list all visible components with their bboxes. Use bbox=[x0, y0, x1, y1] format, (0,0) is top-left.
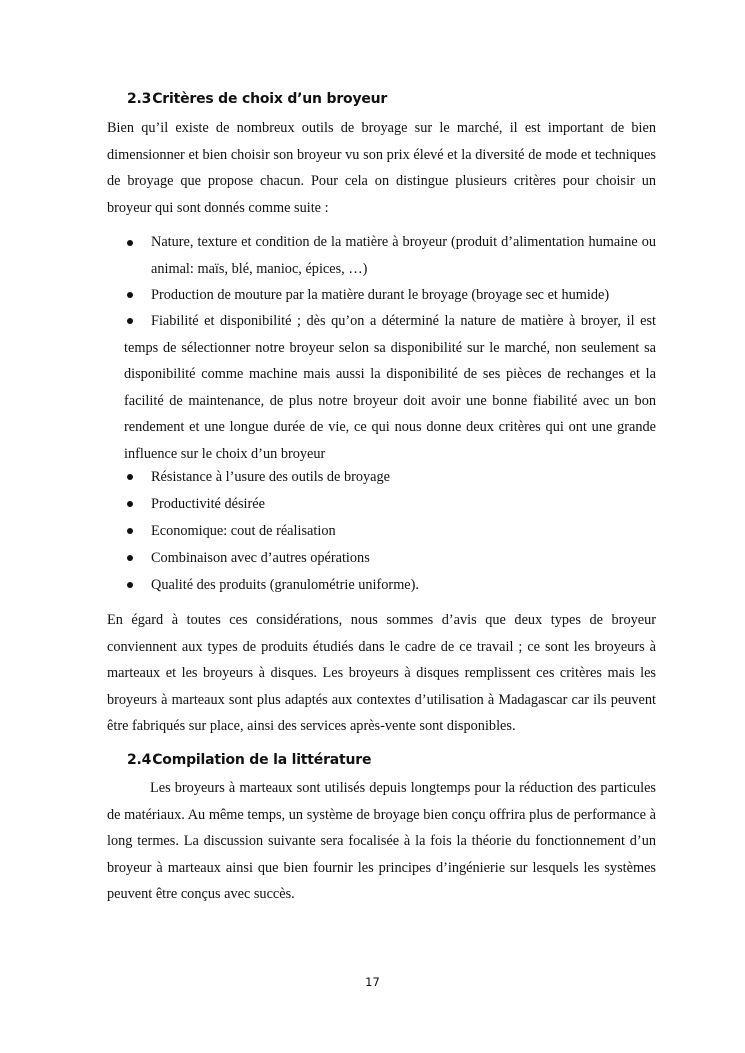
criterion-text: Economique: cout de réalisation bbox=[151, 523, 336, 539]
criterion-text: Productivité désirée bbox=[151, 496, 265, 512]
section-number: 2.3 bbox=[127, 91, 152, 107]
section-heading-2-3 bbox=[127, 91, 387, 107]
criterion-text: Combinaison avec d’autres opérations bbox=[151, 550, 370, 566]
intro-paragraph: Bien qu’il existe de nombreux outils de broyage sur le marché, il est important de bien dimensionner et bien choisir son broyeur vu son prix élevé et la diversité de mode et techniques de broyage que propose chacun. Pour cela on distingue plusieurs critères pour choisir un broyeur qui sont donnés comme suite : bbox=[107, 120, 656, 216]
criterion-text: Nature, texture et condition de la matière à broyeur (produit d’alimentation humaine ou animal: maïs, blé, manioc, épices, …) bbox=[151, 234, 656, 277]
criterion-text: Fiabilité et disponibilité ; dès qu’on a déterminé la nature de matière à broyer, il est temps de sélectionner notre broyeur selon sa disponibilité sur le marché, non seulement sa disponibilité comme machine mais aussi la disponibilité de ses pièces de rechanges et la facilité de maintenance, de plus notre broyeur doit avoir une bonne fiabilité avec un bon rendement et une longue durée de vie, ce qui nous donne deux critères qui ont une grande influence sur le choix d’un broyeur bbox=[124, 313, 656, 462]
criterion-text: Production de mouture par la matière durant le broyage (broyage sec et humide) bbox=[151, 287, 610, 303]
bullet-icon bbox=[127, 292, 133, 298]
list-item bbox=[151, 464, 656, 491]
bullet-icon bbox=[127, 501, 133, 507]
bullet-icon bbox=[127, 528, 133, 534]
criterion-text: Qualité des produits (granulométrie uniforme). bbox=[151, 577, 419, 593]
list-item bbox=[151, 229, 656, 282]
list-item bbox=[151, 545, 656, 572]
conclusion-paragraph: En égard à toutes ces considérations, nous sommes d’avis que deux types de broyeur conviennent aux types de produits étudiés dans le cadre de ce travail ; ce sont les broyeurs à marteaux et les broyeurs à disques. Les broyeurs à disques remplissent ces critères mais les broyeurs à marteaux sont plus adaptés aux contextes d’utilisation à Madagascar car ils peuvent être fabriqués sur place, ainsi des services après-vente sont disponibles. bbox=[107, 612, 656, 734]
bullet-icon bbox=[127, 582, 133, 588]
bullet-icon bbox=[127, 318, 133, 324]
list-item bbox=[124, 308, 656, 467]
section-number: 2.4 bbox=[127, 752, 152, 768]
section-heading-2-4 bbox=[127, 752, 371, 768]
criterion-text: Résistance à l’usure des outils de broyage bbox=[151, 469, 391, 485]
bullet-icon bbox=[127, 240, 133, 246]
bullet-icon bbox=[127, 555, 133, 561]
list-item bbox=[151, 282, 656, 309]
bullet-icon bbox=[127, 474, 133, 480]
list-item bbox=[151, 572, 656, 599]
literature-paragraph: Les broyeurs à marteaux sont utilisés depuis longtemps pour la réduction des particules de matériaux. Au même temps, un système de broyage bien conçu offrira plus de performance à long termes. La discussion suivante sera focalisée à la fois la théorie du fonctionnement d’un broyeur à marteaux ainsi que bien fournir les principes d’ingénierie sur lesquels les systèmes peuvent être conçus avec succès. bbox=[107, 780, 656, 902]
section-title: Critères de choix d’un broyeur bbox=[152, 91, 388, 107]
page-number: 17 bbox=[365, 975, 380, 989]
list-item bbox=[151, 491, 656, 518]
list-item bbox=[151, 518, 656, 545]
section-title: Compilation de la littérature bbox=[152, 752, 372, 768]
